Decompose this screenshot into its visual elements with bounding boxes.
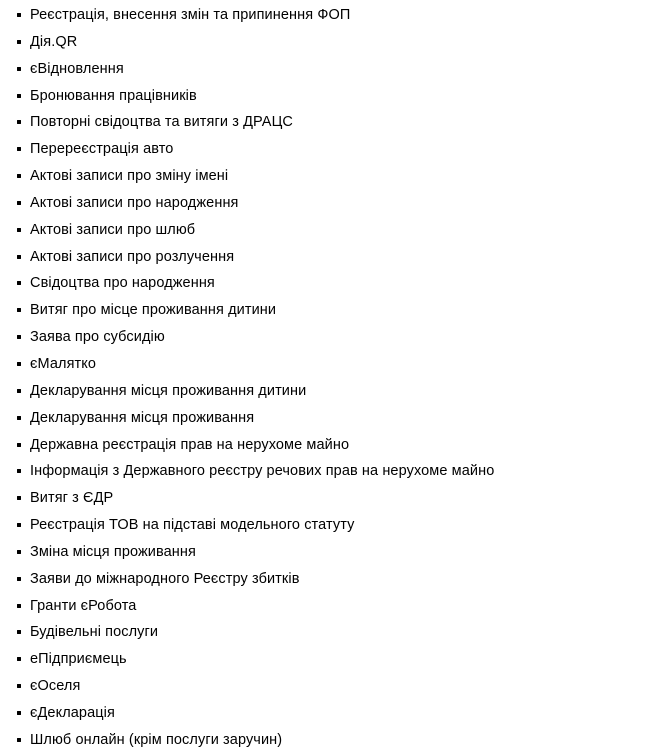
bullet-icon: [17, 657, 21, 661]
bullet-icon: [17, 40, 21, 44]
list-item: [0, 249, 640, 265]
list-item: [0, 437, 640, 453]
list-item-label: єДекларація: [30, 704, 115, 721]
list-item: [0, 517, 640, 533]
bullet-icon: [17, 604, 21, 608]
bullet-icon: [17, 577, 21, 581]
list-item-label: Бронювання працівників: [30, 87, 197, 104]
bullet-icon: [17, 711, 21, 715]
list-item-label: еПідприємець: [30, 651, 127, 668]
list-item-label: Державна реєстрація прав на нерухоме майно: [30, 436, 350, 453]
bullet-icon: [17, 389, 21, 393]
list-item-label: єОселя: [30, 678, 81, 695]
list-item: [0, 598, 640, 614]
bullet-icon: [17, 443, 21, 447]
list-item: [0, 114, 640, 130]
list-item-label: Декларування місця проживання: [30, 409, 255, 426]
list-item: [0, 490, 640, 506]
list-item-label: Свідоцтва про народження: [30, 275, 215, 292]
bullet-icon: [17, 496, 21, 500]
list-item: [0, 88, 640, 104]
list-item: [0, 705, 640, 721]
list-item-label: Актові записи про народження: [30, 194, 239, 211]
list-item-label: Заяви до міжнародного Реєстру збитків: [30, 570, 300, 587]
list-item-label: Зміна місця проживання: [30, 543, 196, 560]
bullet-icon: [17, 255, 21, 259]
list-item-label: єМалятко: [30, 355, 97, 372]
list-item-label: Будівельні послуги: [30, 624, 159, 641]
bullet-icon: [17, 416, 21, 420]
list-item: [0, 383, 640, 399]
bullet-icon: [17, 228, 21, 232]
bullet-icon: [17, 684, 21, 688]
bullet-icon: [17, 147, 21, 151]
list-item-label: Реєстрація, внесення змін та припинення ФОП: [30, 7, 351, 23]
bullet-icon: [17, 335, 21, 339]
list-item-label: Дія.QR: [30, 33, 78, 50]
list-item-label: Реєстрація ТОВ на підставі модельного статуту: [30, 517, 355, 534]
list-item: [0, 302, 640, 318]
list-item: [0, 651, 640, 667]
list-item: [0, 34, 640, 50]
list-item-label: Інформація з Державного реєстру речових прав на нерухоме майно: [30, 463, 495, 480]
list-item-label: Повторні свідоцтва та витяги з ДРАЦС: [30, 114, 293, 131]
bullet-icon: [17, 281, 21, 285]
list-item: [0, 275, 640, 291]
list-item-label: Витяг про місце проживання дитини: [30, 302, 277, 319]
list-item: [0, 463, 640, 479]
bullet-icon: [17, 201, 21, 205]
list-item: [0, 356, 640, 372]
list-item-label: Актові записи про розлучення: [30, 248, 235, 265]
bullet-icon: [17, 120, 21, 124]
list-item-label: Декларування місця проживання дитини: [30, 382, 307, 399]
list-item-label: Актові записи про шлюб: [30, 221, 196, 238]
list-item: [0, 571, 640, 587]
list-item-label: Перереєстрація авто: [30, 141, 174, 158]
list-item-label: Гранти єРобота: [30, 597, 137, 614]
list-item-label: єВідновлення: [30, 60, 124, 77]
bullet-icon: [17, 630, 21, 634]
list-item: [0, 7, 640, 23]
bullet-icon: [17, 308, 21, 312]
list-item: [0, 732, 640, 748]
list-item-label: Шлюб онлайн (крім послуги заручин): [30, 731, 283, 748]
list-item: [0, 329, 640, 345]
list-item-label: Актові записи про зміну імені: [30, 168, 229, 185]
bullet-icon: [17, 94, 21, 98]
list-item: [0, 195, 640, 211]
list-item: [0, 544, 640, 560]
list-item: [0, 222, 640, 238]
list-item: [0, 168, 640, 184]
list-item-label: Витяг з ЄДР: [30, 490, 114, 507]
bullet-icon: [17, 738, 21, 742]
list-item: [0, 61, 640, 77]
bullet-icon: [17, 174, 21, 178]
bullet-icon: [17, 67, 21, 71]
bullet-icon: [17, 362, 21, 366]
list-item-label: Заява про субсидію: [30, 329, 165, 346]
list-item: [0, 410, 640, 426]
list-item: [0, 678, 640, 694]
list-item: [0, 141, 640, 157]
bullet-icon: [17, 550, 21, 554]
bullet-icon: [17, 523, 21, 527]
list-item: [0, 624, 640, 640]
bullet-icon: [17, 13, 21, 17]
bullet-icon: [17, 469, 21, 473]
